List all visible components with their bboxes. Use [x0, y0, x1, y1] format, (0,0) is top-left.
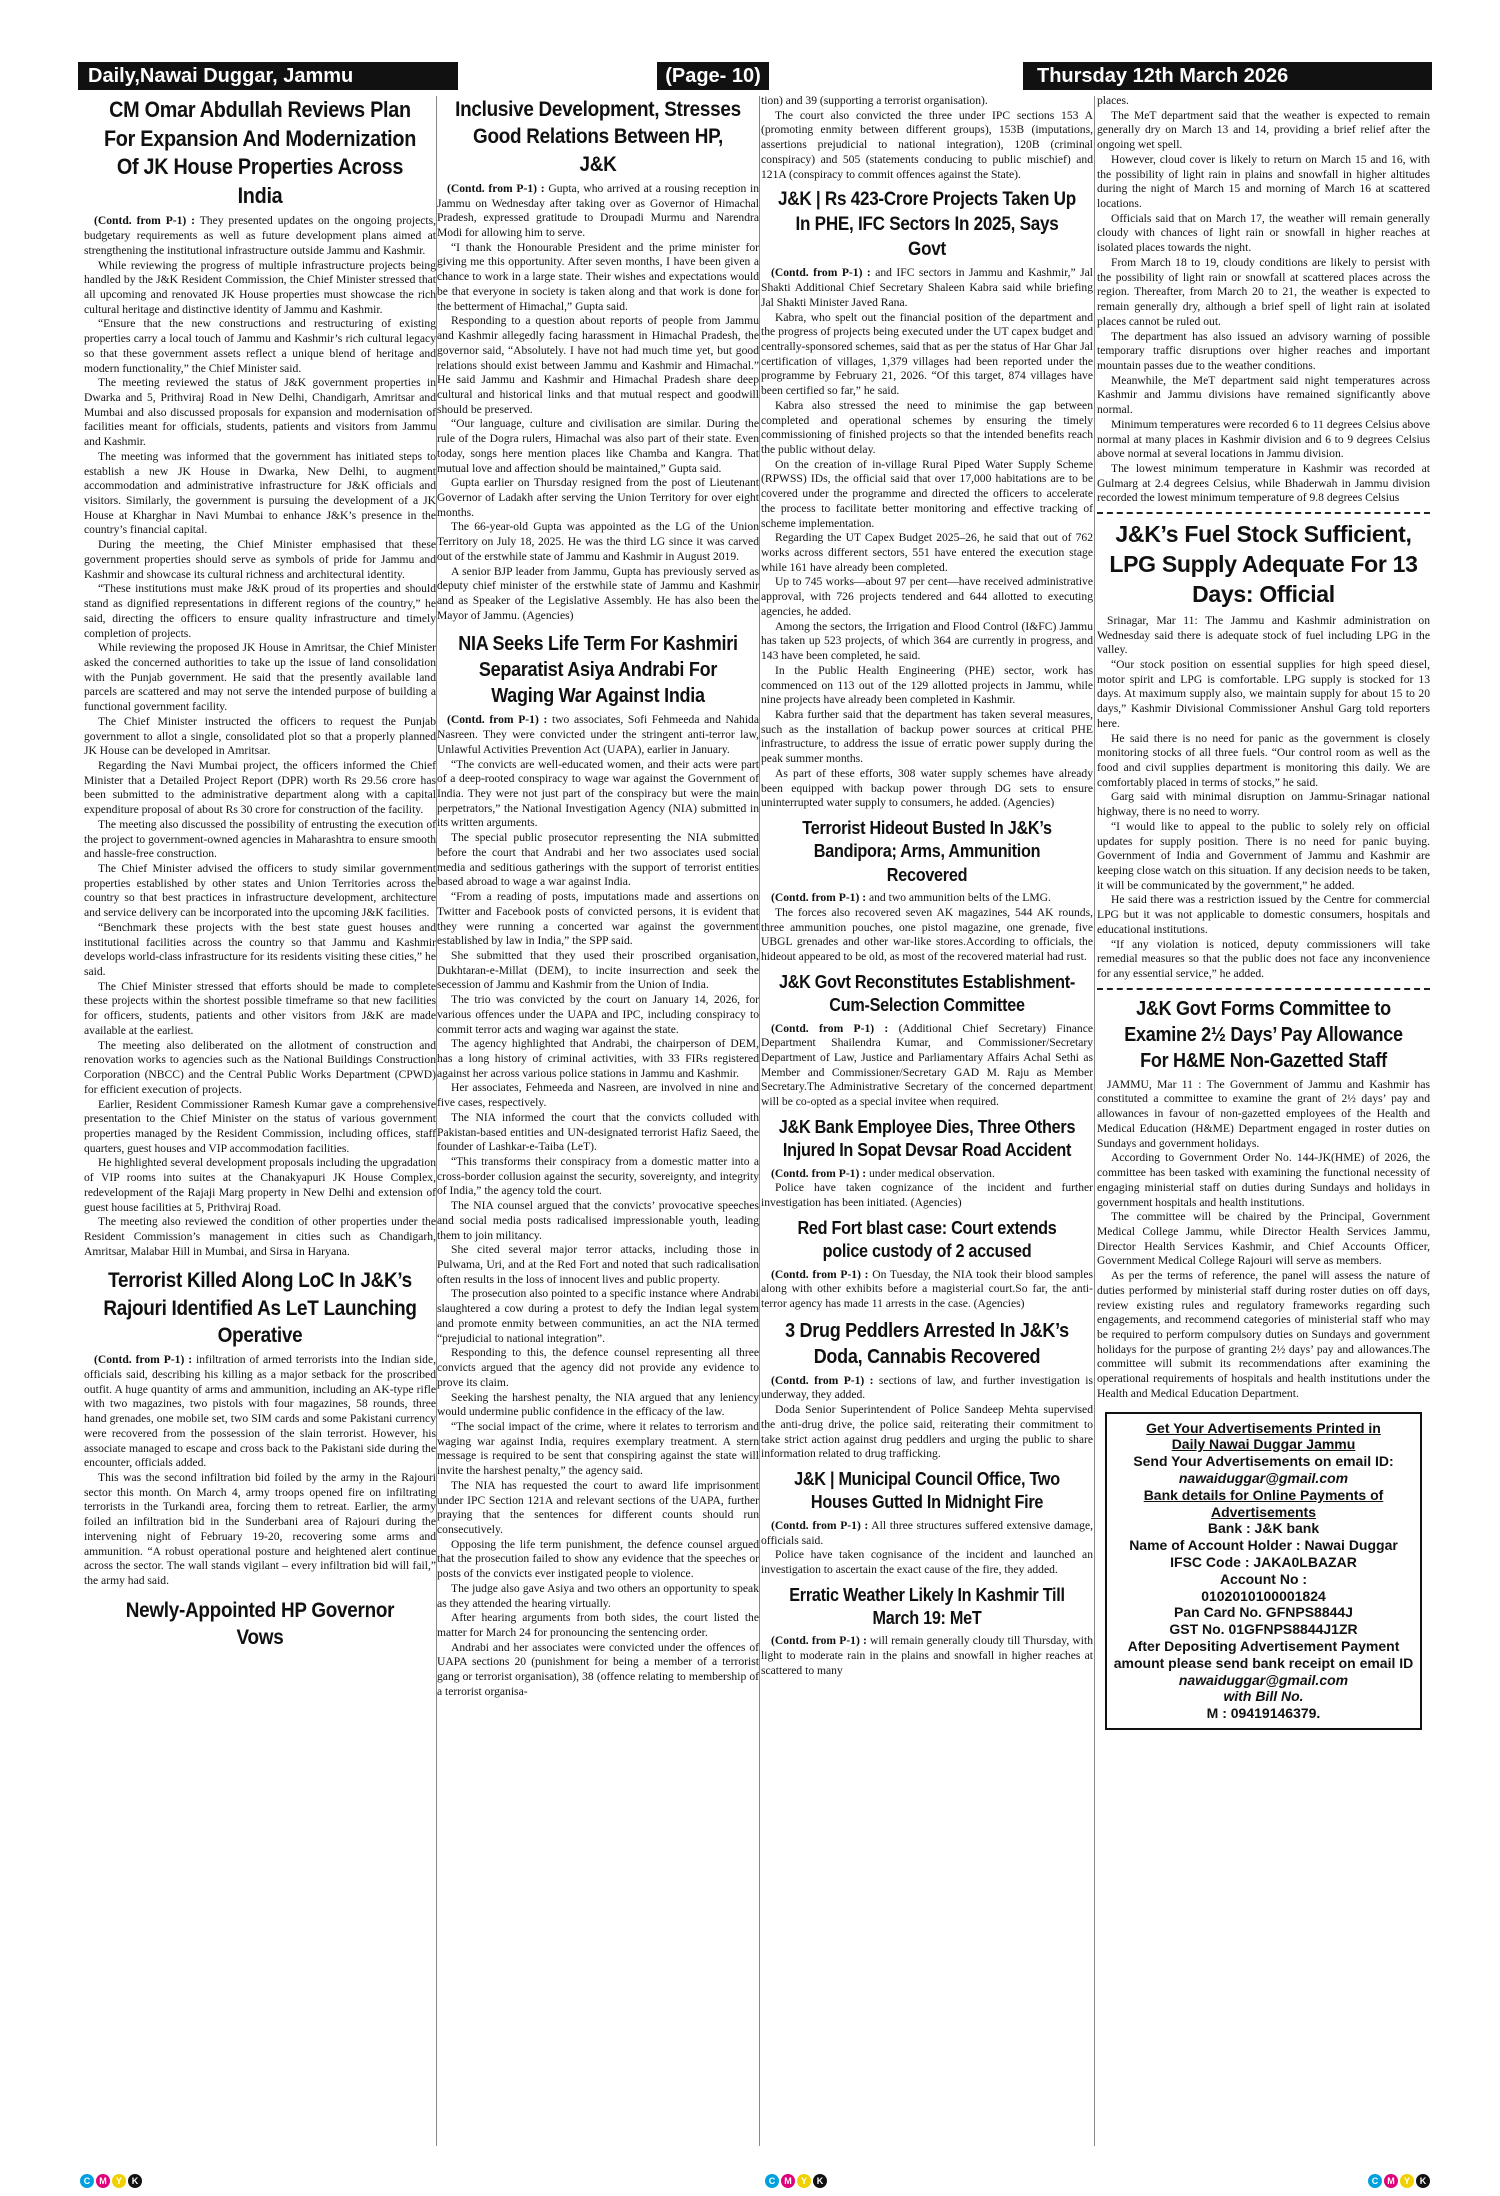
- article-paragraph: The prosecution also pointed to a specific instance where Andrabi slaughtered a cow during a protest to defy the Indian legal system and promote enmity between communities, an act the NIA termed “prejudicial to national integration”.: [437, 1287, 759, 1345]
- article-paragraph: “These institutions must make J&K proud of its properties and should stand as dignified representations in different regions of the country,” he said, directing the officers to ensure quality infrastructure and timely completion of projects.: [84, 582, 436, 640]
- ad-line: Get Your Advertisements Printed in: [1146, 1419, 1381, 1436]
- article-paragraph: Among the sectors, the Irrigation and Flood Control (I&FC) Jammu has taken up 523 projects, of which 364 are currently in progress, and 143 have been completed, he said.: [761, 619, 1093, 663]
- headline-erratic-weather: Erratic Weather Likely In Kashmir Till March 19: MeT: [789, 1584, 1065, 1629]
- ad-line: IFSC Code : JAKA0LBAZAR: [1170, 1553, 1357, 1570]
- article-paragraph: “The convicts are well-educated women, and their acts were part of a deep-rooted conspiracy to wage war against the Government of India. They were not just part of the conspiracy but were the main perpetrators,” the National Investigation Agency (NIA) submitted in its written arguments.: [437, 757, 759, 830]
- article-paragraph: A senior BJP leader from Jammu, Gupta has previously served as deputy chief minister of the erstwhile state of Jammu and Kashmir and as Speaker of the Legislative Assembly. He has also been the Mayor of Jammu. (Agencies): [437, 564, 759, 622]
- article-paragraph: [761, 1374, 1093, 1403]
- article-paragraph: However, cloud cover is likely to return on March 15 and 16, with the possibility of light rain in plains and snowfall in higher altitudes during the night of March 15 and morning of March 16 at scattered locations.: [1097, 152, 1430, 211]
- section-divider: [1097, 512, 1430, 514]
- ad-line: Account No :: [1219, 1570, 1308, 1587]
- ad-phone: M : 09419146379.: [1206, 1705, 1321, 1722]
- paragraph-text: infiltration of armed terrorists into the Indian side, officials said, describing his killing as a major setback for the proscribed outfit. A huge quantity of arms and ammunition, including an AK-type rifle with two magazines, two pistols with four magazines, 58 rounds, three hand grenades, one mobile set, two SIM cards and some Pakistani currency were recovered from the possession of the slain terrorist. However, his associate managed to escape and cross back to the Pakistani side during the encounter, officials added.: [84, 1353, 436, 1470]
- contd-label: (Contd. from P-1) :: [771, 266, 871, 280]
- column-3: [761, 94, 1093, 2154]
- article-paragraph: After hearing arguments from both sides, the court listed the matter for March 24 for pronouncing the sentencing order.: [437, 1611, 759, 1640]
- article-paragraph: From March 18 to 19, cloudy conditions are likely to persist with the possibility of light rain or snowfall at scattered places across the region. Thereafter, from March 20 to 21, the weather is expected to remain generally dry, although a brief spell of light rain at isolated places cannot be ruled out.: [1097, 255, 1430, 328]
- article-paragraph: According to Government Order No. 144-JK(HME) of 2026, the committee has been tasked with examining the functional necessity of engaging ministerial staff on duties during Sundays and holidays in government hospitals and health institutions.: [1097, 1151, 1430, 1209]
- article-paragraph: “I thank the Honourable President and the prime minister for giving me this opportunity. After seven months, I have been given a chance to work in a large state. Their wishes and expectations would be that everyone in society is taken along and that work is done for the betterment of Himachal,” Gupta said.: [437, 240, 759, 313]
- article-paragraph: In the Public Health Engineering (PHE) sector, work has commenced on 113 out of the 129 allotted projects in Jammu, while nine projects have already been completed in Kashmir.: [761, 663, 1093, 707]
- column-rule: [1094, 96, 1095, 2146]
- column-2: [437, 94, 759, 2154]
- ad-line: Daily Nawai Duggar Jammu: [1171, 1436, 1356, 1453]
- article-paragraph: The committee will be chaired by the Principal, Government Medical College Jammu, while Director Health Services Jammu, Director Health Services Kashmir, and Chief Accounts Officer, Government Medical College Rajouri will serve as members.: [1097, 1210, 1430, 1268]
- paragraph-text: All three structures suffered extensive damage, officials said.: [761, 1518, 1093, 1547]
- article-paragraph: The meeting was informed that the government has initiated steps to establish a new JK House in Dwarka, New Delhi, to augment accommodation and administrative infrastructure for J&K officials and visitors. Similarly, the government is pursuing the development of a JK House at Kharghar in Navi Mumbai to enhance J&K’s presence in the country’s financial capital.: [84, 449, 436, 537]
- masthead-paper-name: Daily,Nawai Duggar, Jammu: [78, 62, 458, 90]
- article-paragraph: Earlier, Resident Commissioner Ramesh Kumar gave a comprehensive presentation to the Chief Minister on the status of various government properties managed by the Resident Commission, including offices, staff quarters, guest houses and VIP accommodation facilities.: [84, 1097, 436, 1155]
- article-paragraph: [437, 713, 759, 757]
- article-paragraph: [437, 182, 759, 241]
- headline-cm-review: CM Omar Abdullah Reviews Plan For Expansion And Modernization Of JK House Properties Across India: [103, 97, 417, 208]
- paragraph-text: (Additional Chief Secretary) Finance Department Shailendra Kumar, and Commissioner/Secretary Department of Law, Justice and Parliamentary Affairs Achal Sethi as Member and Commissioner/Secretary GAD M. Raju as Member Secretary.The Administrative Secretary of the concerned department will be co-opted as a special invitee when required.: [761, 1021, 1093, 1109]
- article-paragraph: “Our stock position on essential supplies for high speed diesel, motor spirit and LPG is comfortable. LPG supply is stocked for 13 days. At maximum supply also, we maintain supply for about 15 to 20 days,” Kashmir Divisional Commissioner Anshul Garg told reporters here.: [1097, 657, 1430, 730]
- cmyk-dot-icon: Y: [112, 2174, 126, 2188]
- cmyk-marks-left: [80, 2171, 144, 2187]
- article-paragraph: Kabra further said that the department has taken several measures, such as the installation of backup power sources at critical PHE infrastructure, to address the issue of erratic power supply during the peak summer months.: [761, 707, 1093, 766]
- ad-line: Pan Card No. GFNPS8844J: [1174, 1604, 1353, 1621]
- article-paragraph: [761, 1022, 1093, 1110]
- headline-municipal-fire: J&K | Municipal Council Office, Two Houses Gutted In Midnight Fire: [794, 1469, 1060, 1513]
- paragraph-text: On Tuesday, the NIA took their blood samples along with other exhibits before a magisterial court.So far, the anti-terror agency has made 11 arrests in the case. (Agencies): [761, 1267, 1093, 1310]
- article-paragraph: Seeking the harshest penalty, the NIA argued that any leniency would undermine public confidence in the efficacy of the law.: [437, 1390, 759, 1419]
- masthead-page-number: [478, 62, 948, 90]
- article-paragraph: Andrabi and her associates were convicted under the offences of UAPA sections 20 (punishment for being a member of a terrorist gang or terrorist organisation), 38 (offence relating to membership of a terrorist organisa-: [437, 1640, 759, 1698]
- cmyk-dot-icon: C: [1368, 2174, 1382, 2188]
- contd-label: (Contd. from P-1) :: [447, 713, 548, 727]
- cmyk-marks-right: [1368, 2171, 1432, 2187]
- cmyk-dot-icon: K: [1416, 2174, 1430, 2188]
- article-paragraph: “From a reading of posts, imputations made and assertions on Twitter and Facebook posts of convicted persons, it is evident that they were running a concerted war against the government established by law in India,” the SPP said.: [437, 890, 759, 948]
- column-4: [1097, 94, 1430, 2154]
- contd-label: (Contd. from P-1) :: [771, 1021, 889, 1035]
- article-paragraph: The 66-year-old Gupta was appointed as the LG of the Union Territory on July 18, 2025. He was the third LG since it was carved out of the erstwhile state of Jammu and Kashmir in August 2019.: [437, 520, 759, 563]
- article-paragraph: While reviewing the progress of multiple infrastructure projects being handled by the J&K Resident Commission, the Chief Minister stressed that all upcoming and renovated JK House properties must showcase the rich cultural heritage and distinctive identity of Jammu and Kashmir.: [84, 258, 436, 316]
- ad-line: with Bill No.: [1223, 1688, 1304, 1705]
- contd-label: (Contd. from P-1) :: [94, 1353, 193, 1367]
- article-paragraph: The forces also recovered seven AK magazines, 544 AK rounds, three ammunition pouches, one pistol magazine, one grenade, five UBGL grenades and other war-like stores.According to officials, the hideout appeared to be old, as most of the recovered material had rust.: [761, 905, 1093, 964]
- article-paragraph: The special public prosecutor representing the NIA submitted before the court that Andrabi and her two associates used social media and seditious gatherings with the support of terrorist entities based abroad to wage a war against India.: [437, 831, 759, 889]
- article-paragraph: “The social impact of the crime, where it relates to terrorism and waging war against India, requires exemplary treatment. A stern message is required to be sent that conspiring against the state will invite the harshest penalty,” the agency said.: [437, 1419, 759, 1478]
- ad-line: Bank : J&K bank: [1207, 1520, 1320, 1537]
- paragraph-text: Gupta, who arrived at a rousing reception in Jammu on Wednesday after taking over as Governor of Himachal Pradesh, expressed gratitude to Droupadi Murmu and Narendra Modi for allowing him to serve.: [437, 181, 759, 240]
- article-paragraph: The judge also gave Asiya and two others an opportunity to speak as they attended the hearing virtually.: [437, 1581, 759, 1610]
- article-paragraph: Kabra, who spelt out the financial position of the department and the progress of projects being executed under the UT capex budget and centrally-sponsored schemes, said that as per the status of Har Ghar Jal certification of villages, 1,379 villages had been reported under the programme by February 21, 2026. “Of this target, 874 villages have been certified so far,” he said.: [761, 310, 1093, 398]
- article-paragraph: Gupta earlier on Thursday resigned from the post of Lieutenant Governor of Ladakh after serving the Union Territory for over eight months.: [437, 476, 759, 519]
- article-paragraph: The NIA informed the court that the convicts colluded with Pakistan-based entities and UN-designated terrorist Hafiz Saeed, the founder of Lashkar-e-Taiba (LeT).: [437, 1110, 759, 1154]
- article-paragraph: The agency highlighted that Andrabi, the chairperson of DEM, has a long history of criminal activities, with 33 FIRs registered against her across various police stations in Jammu and Kashmir.: [437, 1037, 759, 1080]
- advertisement-box: [1105, 1412, 1422, 1730]
- article-paragraph: Regarding the Navi Mumbai project, the officers informed the Chief Minister that a Detailed Project Report (DPR) worth Rs 29.56 crore has been submitted to the administrative department along with a capital expenditure proposal of about Rs 30 crore for construction of the facility.: [84, 758, 436, 817]
- headline-rs-423-crore: J&K | Rs 423-Crore Projects Taken Up In PHE, IFC Sectors In 2025, Says Govt: [778, 189, 1076, 260]
- headline-hp-governor: Newly-Appointed HP Governor Vows: [125, 1598, 395, 1650]
- article-paragraph: He highlighted several development proposals including the upgradation of VIP rooms into suites at the Chanakyapuri JK House Complex, redevelopment of the Rajaji Marg property in New Delhi and extension of guest house facilities at 5, Prithviraj Road.: [84, 1156, 436, 1214]
- page-number-text: (Page- 10): [657, 62, 769, 90]
- article-paragraph: [761, 891, 1093, 906]
- article-paragraph: Police have taken cognizance of the incident and further investigation has been initiated. (Agencies): [761, 1181, 1093, 1210]
- cmyk-dot-icon: M: [1384, 2174, 1398, 2188]
- contd-label: (Contd. from P-1) :: [771, 1267, 869, 1281]
- headline-bandipora-hideout: Terrorist Hideout Busted In J&K’s Bandipora; Arms, Ammunition Recovered: [802, 817, 1052, 885]
- article-paragraph: As part of these efforts, 308 water supply schemes have already been equipped with backup power through DG sets to ensure uninterrupted water supply to consumers, he added. (Agencies): [761, 766, 1093, 810]
- article-paragraph: Meanwhile, the MeT department said night temperatures across Kashmir and Jammu divisions have remained significantly above normal.: [1097, 373, 1430, 417]
- article-paragraph: The meeting also discussed the possibility of entrusting the execution of the project to government-owned agencies in Maharashtra to ensure smooth and hassle-free construction.: [84, 817, 436, 861]
- article-paragraph: tion) and 39 (supporting a terrorist organisation).: [761, 94, 988, 107]
- article-paragraph: She cited several major terror attacks, including those in Pulwama, Uri, and at the Red Fort and noted that such radicalisation often results in the loss of innocent lives and public property.: [437, 1243, 759, 1286]
- paragraph-text: They presented updates on the ongoing projects, budgetary requirements as well as future development plans aimed at strengthening the institutional infrastructure outside Jammu and Kashmir.: [84, 214, 436, 257]
- article-paragraph: She submitted that they used their proscribed organisation, Dukhtaran-e-Millat (DEM), to incite insurrection and seek the secession of Jammu and Kashmir from the Union of India.: [437, 948, 759, 992]
- article-paragraph: places.: [1097, 94, 1129, 107]
- article-paragraph: Doda Senior Superintendent of Police Sandeep Mehta supervised the anti-drug drive, the police said, reiterating their commitment to take strict action against drug peddlers and urging the public to share information related to drug trafficking.: [761, 1403, 1093, 1461]
- cmyk-dot-icon: K: [128, 2174, 142, 2188]
- article-paragraph: He said there is no need for panic as the government is closely monitoring stocks of all three fuels. “Our control room as well as the food and civil supplies department is monitoring this daily. We are comfortably placed in terms of stocks,” he said.: [1097, 731, 1430, 789]
- article-paragraph: “I would like to appeal to the public to solely rely on official updates for supply position. There is no need for panic buying. Government of India and Government of Jammu and Kashmir are keeping close watch on this situation. If any decision needs to be taken, it will be communicated by the government,” he added.: [1097, 819, 1430, 892]
- article-paragraph: The lowest minimum temperature in Kashmir was recorded at Gulmarg at 2.4 degrees Celsius, while Bhaderwah in Jammu division recorded the lowest minimum temperature of 9.8 degrees Celsius: [1097, 461, 1430, 505]
- headline-bank-employee-accident: J&K Bank Employee Dies, Three Others Injured In Sopat Devsar Road Accident: [778, 1116, 1076, 1161]
- contd-label: (Contd. from P-1) :: [447, 181, 545, 195]
- contd-label: (Contd. from P-1) :: [771, 891, 867, 905]
- article-paragraph: Her associates, Fehmeeda and Nasreen, are involved in nine and five cases, respectively.: [437, 1081, 759, 1110]
- headline-selection-committee: J&K Govt Reconstitutes Establishment-Cum-Selection Committee: [778, 971, 1076, 1016]
- cmyk-dot-icon: Y: [1400, 2174, 1414, 2188]
- article-paragraph: [761, 266, 1093, 310]
- headline-inclusive-development: Inclusive Development, Stresses Good Relations Between HP, J&K: [455, 98, 741, 176]
- cmyk-dot-icon: C: [80, 2174, 94, 2188]
- article-paragraph: Minimum temperatures were recorded 6 to 11 degrees Celsius above normal at many places in Kashmir division and 6 to 9 degrees Celsius above normal at several locations in Jammu division.: [1097, 417, 1430, 461]
- article-paragraph: JAMMU, Mar 11 : The Government of Jammu and Kashmir has constituted a committee to examine the grant of 2½ days’ pay and allowances in favour of non-gazetted employees of the Health and Medical Education (H&ME) Department engaged in roster duties on Sundays and government holidays.: [1097, 1077, 1430, 1150]
- section-divider: [1097, 988, 1430, 990]
- article-paragraph: Officials said that on March 17, the weather will remain generally cloudy with chances of light rain or snowfall in higher reaches at isolated places towards the night.: [1097, 211, 1430, 255]
- paragraph-text: under medical observation.: [866, 1166, 995, 1180]
- headline-drug-peddlers-doda: 3 Drug Peddlers Arrested In J&K’s Doda, Cannabis Recovered: [785, 1319, 1069, 1368]
- article-paragraph: [761, 1519, 1093, 1548]
- article-paragraph: The meeting also deliberated on the allotment of construction and renovation works to agencies such as the National Buildings Construction Corporation (NBCC) and the Central Public Works Department (CPWD) for efficient execution of projects.: [84, 1038, 436, 1096]
- article-paragraph: The trio was convicted by the court on January 14, 2026, for various offences under the UAPA and IPC, including conspiracy to commit terror acts and waging war against the state.: [437, 993, 759, 1036]
- paragraph-text: sections of law, and further investigation is underway, they added.: [761, 1373, 1093, 1402]
- article-paragraph: [84, 1353, 436, 1471]
- paragraph-text: will remain generally cloudy till Thursday, with light to moderate rain in the plains and snowfall in higher reaches at scattered to many: [761, 1634, 1093, 1677]
- column-1: [84, 94, 436, 2154]
- article-paragraph: Srinagar, Mar 11: The Jammu and Kashmir administration on Wednesday said there is adequate stock of fuel including LPG in the valley.: [1097, 613, 1430, 657]
- article-paragraph: “Ensure that the new constructions and restructuring of existing properties carry a local touch of Jammu and Kashmir’s rich cultural legacy so that these government assets reflect a unique blend of heritage and modern functionality,” the Chief Minister said.: [84, 317, 436, 375]
- article-paragraph: The NIA counsel argued that the convicts’ provocative speeches and social media posts radicalised impressionable youth, leading them to join militancy.: [437, 1199, 759, 1242]
- cmyk-dot-icon: M: [781, 2174, 795, 2188]
- headline-pay-allowance-committee: J&K Govt Forms Committee to Examine 2½ Days’ Pay Allowance For H&ME Non-Gazetted Staff: [1124, 997, 1403, 1072]
- article-paragraph: The meeting also reviewed the condition of other properties under the Resident Commission’s management in cities such as Chandigarh, Amritsar, Malabar Hill in Mumbai, and Sirsa in Haryana.: [84, 1215, 436, 1258]
- article-paragraph: Kabra also stressed the need to minimise the gap between completed and operational schemes by ensuring the timely commissioning of finished projects so that the intended benefits reach the public without delay.: [761, 398, 1093, 456]
- headline-fuel-stock: J&K’s Fuel Stock Sufficient, LPG Supply Adequate For 13 Days: Official: [1109, 521, 1418, 607]
- article-paragraph: The MeT department said that the weather is expected to remain generally dry on March 13 and 14, providing a brief relief after the ongoing wet spell.: [1097, 108, 1430, 152]
- cmyk-marks-center: [765, 2171, 829, 2187]
- article-paragraph: The NIA has requested the court to award life imprisonment under IPC Section 121A and relevant sections of the UAPA, further praying that the sentences for different counts should run consecutively.: [437, 1478, 759, 1536]
- headline-red-fort-blast: Red Fort blast case: Court extends police custody of 2 accused: [797, 1217, 1057, 1262]
- article-paragraph: Up to 745 works—about 97 per cent—have received administrative approval, with 726 projects tendered and 644 allotted to executing agencies, he added.: [761, 575, 1093, 618]
- paragraph-text: two associates, Sofi Fehmeeda and Nahida Nasreen. They were convicted under the stringent anti-terror law, Unlawful Activities Prevention Act (UAPA), earlier in January.: [437, 713, 759, 756]
- column-rule: [759, 96, 760, 2146]
- contd-label: (Contd. from P-1) :: [771, 1518, 869, 1532]
- article-paragraph: “If any violation is noticed, deputy commissioners will take remedial measures so that the public does not face any inconvenience for any essential service,” he added.: [1097, 937, 1430, 981]
- article-paragraph: [84, 214, 436, 258]
- article-paragraph: While reviewing the proposed JK House in Amritsar, the Chief Minister asked the concerned authorities to take up the issue of land consolidation with the Punjab government. He said that the presently available land parcels are scattered and may not serve the intended purpose of building a functional government facility.: [84, 641, 436, 714]
- ad-line: Send Your Advertisements on email ID:: [1133, 1453, 1394, 1470]
- article-paragraph: Opposing the life term punishment, the defence counsel argued that the prosecution failed to show any evidence that the speeches or posts of the convicts ever instigated people to violence.: [437, 1537, 759, 1581]
- article-paragraph: [761, 1634, 1093, 1678]
- cmyk-dot-icon: M: [96, 2174, 110, 2188]
- contd-label: (Contd. from P-1) :: [771, 1634, 867, 1648]
- ad-line: 0102010100001824: [1201, 1587, 1326, 1604]
- article-paragraph: During the meeting, the Chief Minister emphasised that these government properties should serve as symbols of pride for Jammu and Kashmir and showcase its cultural richness and architectural identity.: [84, 538, 436, 581]
- ad-email[interactable]: nawaiduggar@gmail.com: [1178, 1671, 1349, 1688]
- article-paragraph: He said there was a restriction issued by the Centre for commercial LPG but it was not applicable to domestic consumers, hospitals and educational institutions.: [1097, 893, 1430, 936]
- article-paragraph: “Benchmark these projects with the best state guest houses and institutional facilities across the country so that Jammu and Kashmir develops world-class infrastructure for its residents visiting these cities,” he said.: [84, 920, 436, 979]
- contd-label: (Contd. from P-1) :: [94, 214, 196, 228]
- article-paragraph: [761, 1268, 1093, 1312]
- masthead-date: Thursday 12th March 2026: [1023, 62, 1432, 90]
- ad-line: Name of Account Holder : Nawai Duggar: [1129, 1537, 1398, 1554]
- article-paragraph: The Chief Minister instructed the officers to request the Punjab government to allot a single, consolidated plot so that a properly planned JK House can be developed in Amritsar.: [84, 714, 436, 758]
- article-paragraph: The court also convicted the three under IPC sections 153 A (promoting enmity between different groups), 153B (imputations, assertions prejudicial to national integration), 120B (criminal conspiracy) and 505 (statements conducing to public mischief) and 121A (conspiracy to commit offences against the State).: [761, 108, 1093, 181]
- masthead: [78, 62, 1428, 90]
- article-paragraph: Police have taken cognisance of the incident and launched an investigation to ascertain the exact cause of the fire, they added.: [761, 1548, 1093, 1576]
- article-paragraph: Responding to a question about reports of people from Jammu and Kashmir allegedly facing harassment in Himachal Pradesh, the governor said, “Absolutely. I have not had much time yet, but good relations should exist between Jammu and Kashmir and Himachal.” He said Jammu and Kashmir and Himachal Pradesh share deep cultural and historical links and that mutual respect and goodwill should be preserved.: [437, 314, 759, 416]
- ad-email[interactable]: nawaiduggar@gmail.com: [1178, 1469, 1349, 1486]
- article-paragraph: Garg said with minimal disruption on Jammu-Srinagar national highway, there is no need to worry.: [1097, 790, 1430, 819]
- article-paragraph: On the creation of in-village Rural Piped Water Supply Scheme (RPWSS) IDs, the official said that over 17,000 habitations are to be covered under the programme and directed the officers to accelerate the process to facilitate better monitoring and effective tracking of scheme implementation.: [761, 457, 1093, 530]
- cmyk-dot-icon: K: [813, 2174, 827, 2188]
- article-paragraph: The Chief Minister advised the officers to study similar government properties established by other states and Union Territories across the country so that best practices in infrastructure development, architecture and service delivery can be incorporated into the upcoming J&K facilities.: [84, 862, 436, 920]
- paragraph-text: and IFC sectors in Jammu and Kashmir,” Jal Shakti Additional Chief Secretary Shaleen Kabra said while briefing Jal Shakti Minister Javed Rana.: [761, 266, 1093, 309]
- ad-line: After Depositing Advertisement Payment amount please send bank receipt on email ID: [1113, 1637, 1414, 1671]
- article-paragraph: “This transforms their conspiracy from a domestic matter into a cross-border collusion against the security, sovereignty, and integrity of India,” the agency told the court.: [437, 1155, 759, 1198]
- headline-nia-andrabi: NIA Seeks Life Term For Kashmiri Separatist Asiya Andrabi For Waging War Against India: [458, 633, 738, 708]
- article-paragraph: The Chief Minister stressed that efforts should be made to complete these projects within the shortest possible timeframe so that new facilities for officers, students, patients and other visitors from J&K are made available at the earliest.: [84, 979, 436, 1037]
- headline-terrorist-rajouri: Terrorist Killed Along LoC In J&K’s Rajouri Identified As LeT Launching Operative: [103, 1269, 417, 1347]
- contd-label: (Contd. from P-1) :: [771, 1373, 874, 1387]
- article-paragraph: The department has also issued an advisory warning of possible temporary traffic disruptions over higher reaches and important mountain passes due to the weather conditions.: [1097, 329, 1430, 372]
- article-paragraph: As per the terms of reference, the panel will assess the nature of duties performed by ministerial staff during roster duties on off days, review existing rules and regulatory frameworks regarding such engagements, and recommend categories of ministerial staff who may be required to perform compulsory duties on Sundays and government holidays for the purpose of granting 2½ days’ pay and allowances.The committee will submit its recommendations after examining the operational requirements of hospitals and health institutions under the Health and Medical Education Department.: [1097, 1269, 1430, 1400]
- contd-label: (Contd. from P-1) :: [771, 1166, 867, 1180]
- article-paragraph: Responding to this, the defence counsel representing all three convicts argued that the agency did not provide any evidence to prove its claim.: [437, 1346, 759, 1389]
- article-paragraph: [761, 1167, 1093, 1182]
- article-paragraph: “Our language, culture and civilisation are similar. During the rule of the Dogra rulers, Himachal was also part of their state. Even today, songs here mention places like Chamba and Kangra. That mutual love and affection should be maintained,” Gupta said.: [437, 417, 759, 475]
- cmyk-dot-icon: Y: [797, 2174, 811, 2188]
- ad-line: Bank details for Online Payments of Advertisements: [1143, 1486, 1384, 1520]
- paragraph-text: and two ammunition belts of the LMG.: [866, 891, 1051, 905]
- article-paragraph: This was the second infiltration bid foiled by the army in the Rajouri sector this month. On March 4, army troops opened fire on infiltrating terrorists in the Turkandi area, forcing them to retreat. Earlier, the army foiled an infiltration bid in the Sunderbani area of Rajouri during the intervening night of February 19-20, recovering some arms and ammunition. “A robust operational posture and heightened alert continue across the sector. The wall stands vigilant – every infiltration bid will fail,” the army had said.: [84, 1471, 436, 1588]
- article-paragraph: Regarding the UT Capex Budget 2025–26, he said that out of 762 works across different sectors, 551 have entered the execution stage while 161 have already been completed.: [761, 531, 1093, 574]
- ad-line: GST No. 01GFNPS8844J1ZR: [1169, 1621, 1358, 1638]
- article-paragraph: The meeting reviewed the status of J&K government properties in Dwarka and 5, Prithviraj Road in New Delhi, Chandigarh, Amritsar and Mumbai and also discussed proposals for expansion and modernisation of facilities meant for officials, students, patients and visitors from Jammu and Kashmir.: [84, 376, 436, 449]
- cmyk-dot-icon: C: [765, 2174, 779, 2188]
